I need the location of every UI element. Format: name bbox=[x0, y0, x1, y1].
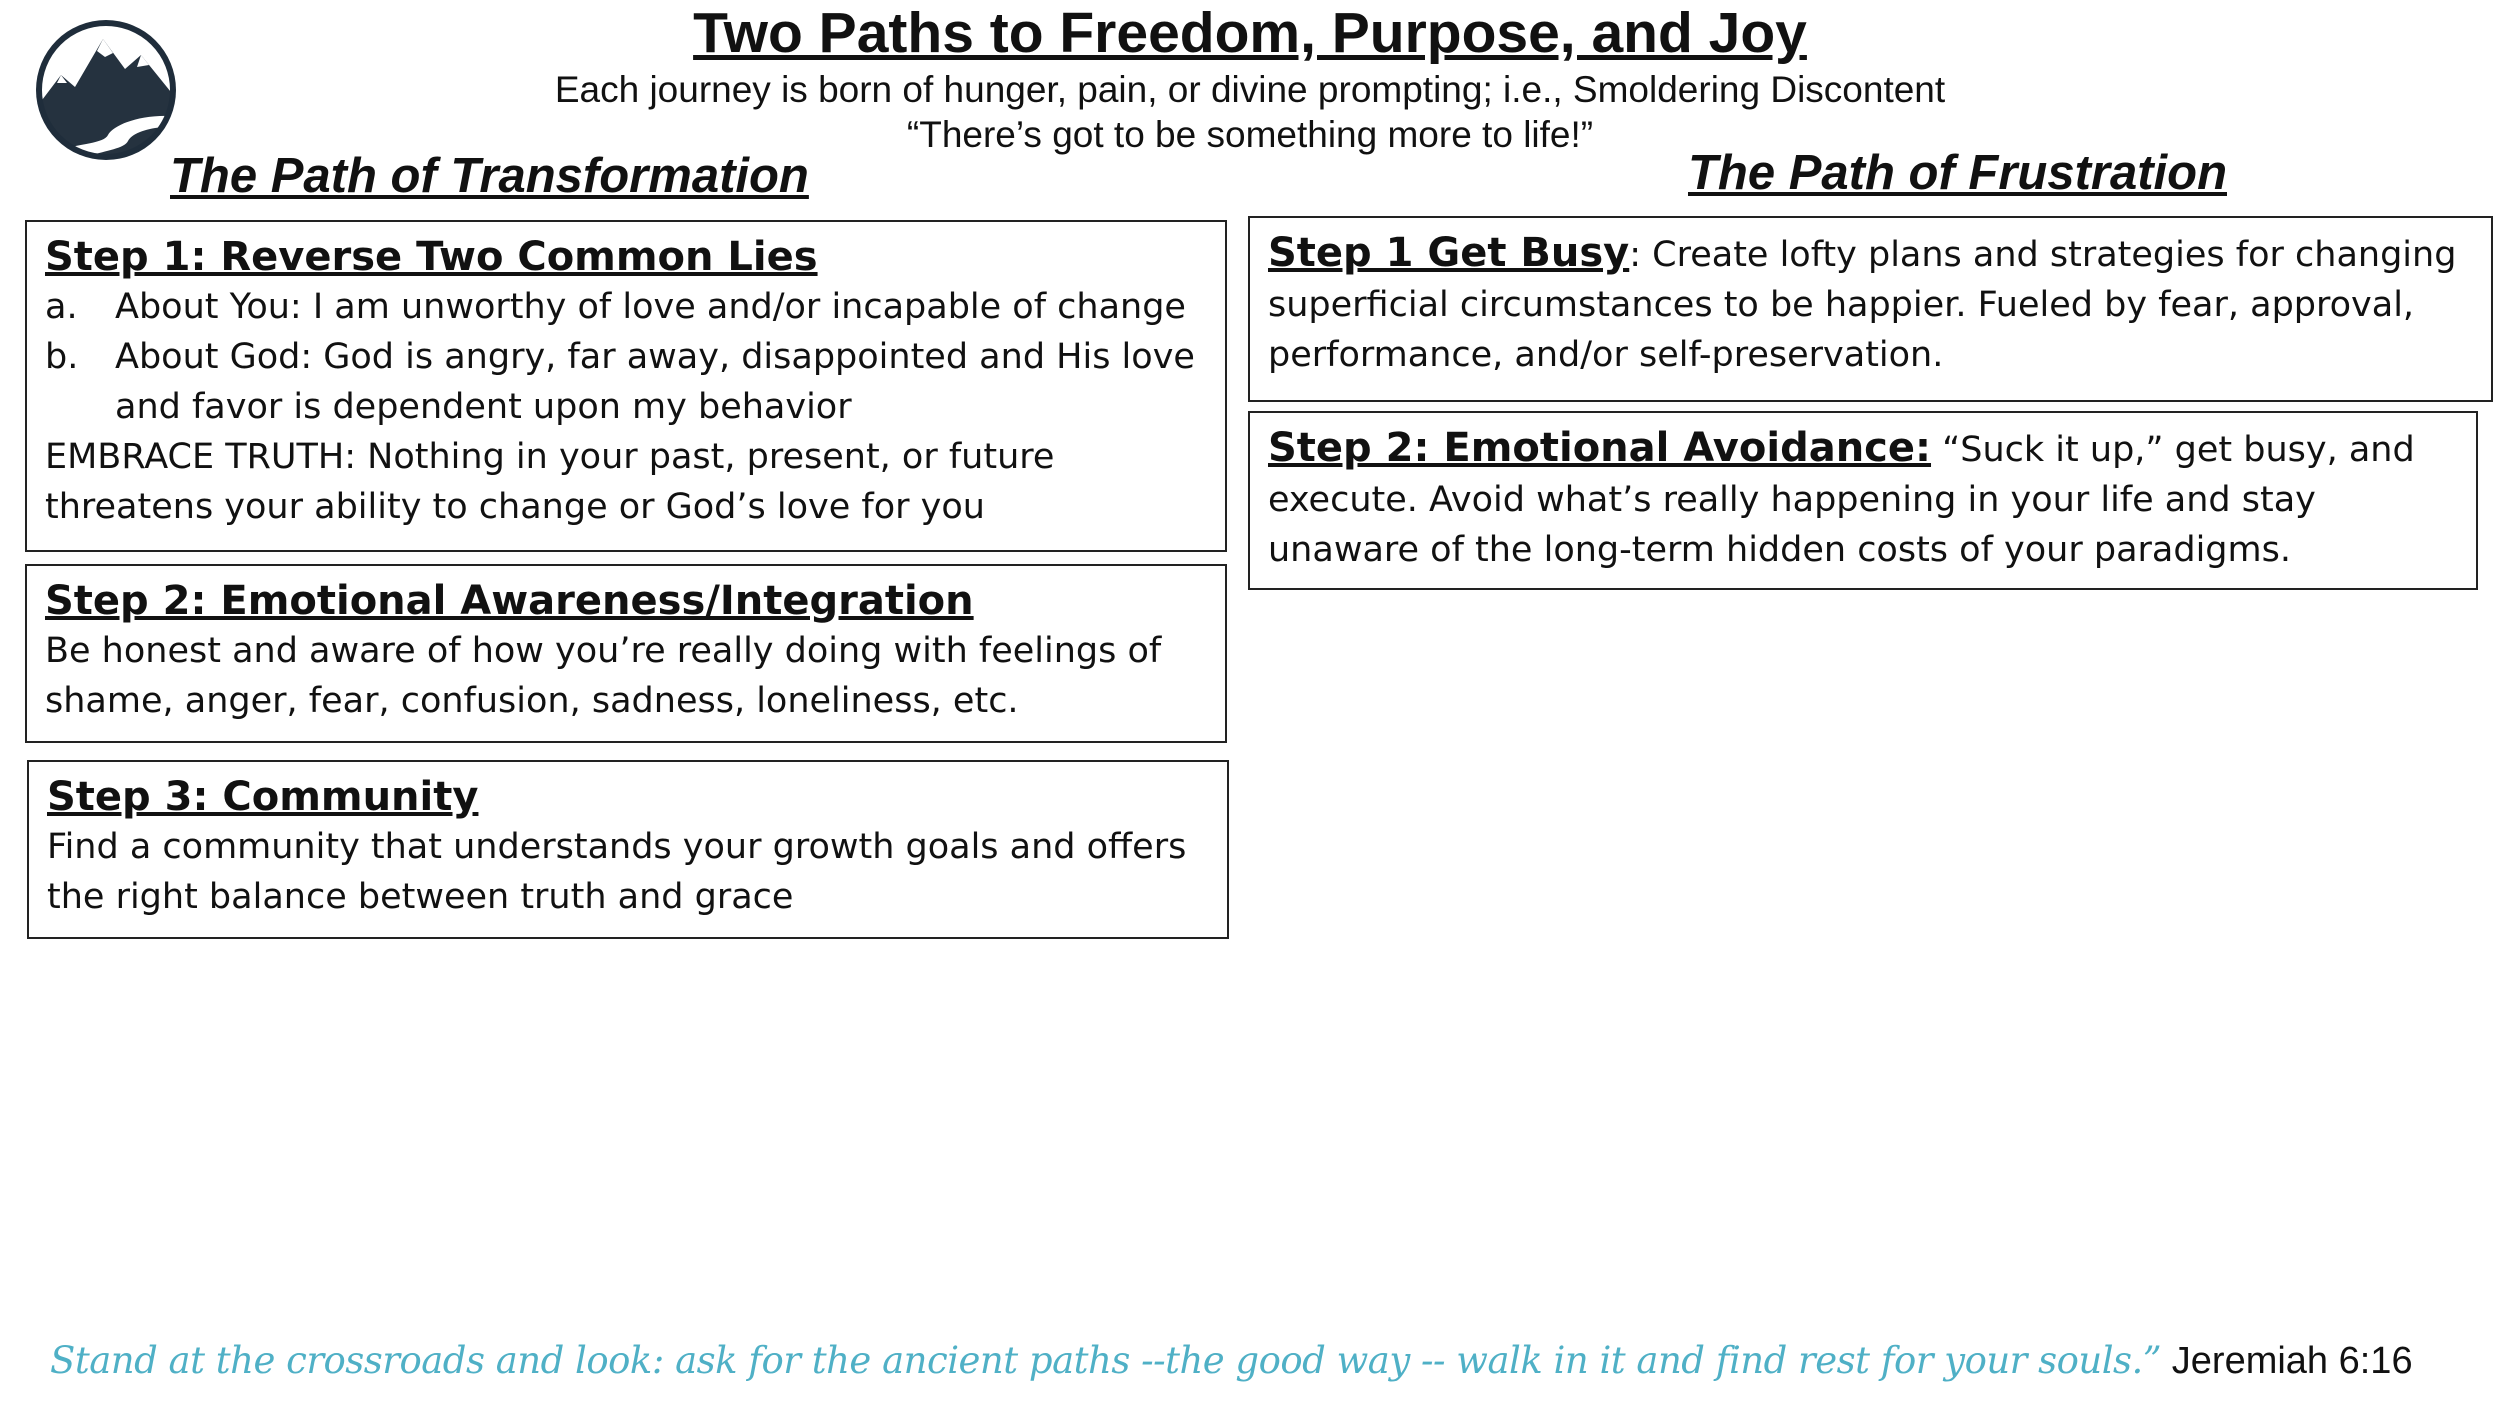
body-line: performance, and/or self-preservation. bbox=[1268, 335, 1944, 375]
body-line: the right balance between truth and grace bbox=[47, 877, 794, 917]
body-line: superficial circumstances to be happier. Fueled by fear, approval, bbox=[1268, 285, 2415, 325]
body-line: shame, anger, fear, confusion, sadness, loneliness, etc. bbox=[45, 681, 1019, 721]
mountain-river-logo-icon bbox=[33, 17, 179, 163]
list-item bbox=[45, 332, 1207, 432]
step-first-line-text: : Create lofty plans and strategies for changing bbox=[1629, 235, 2457, 275]
list-text bbox=[115, 282, 1207, 332]
scripture-footer bbox=[50, 1333, 2413, 1396]
scripture-quote: Stand at the crossroads and look: ask for the ancient paths --the good way -- walk in it and find rest for your souls.” bbox=[50, 1339, 2162, 1382]
step-first-line bbox=[1268, 423, 2458, 475]
step-heading: Step 3: Community bbox=[47, 774, 479, 820]
step-heading: Step 2: Emotional Awareness/Integration bbox=[45, 578, 974, 624]
body-line: unaware of the long-term hidden costs of your paradigms. bbox=[1268, 530, 2291, 570]
body-line: Find a community that understands your growth goals and offers bbox=[47, 827, 1187, 867]
frustration-step-2-box bbox=[1248, 411, 2478, 590]
list-marker: a. bbox=[45, 287, 78, 327]
list-text bbox=[115, 332, 1207, 432]
step-heading: Step 1: Reverse Two Common Lies bbox=[45, 234, 818, 280]
step-heading: Step 2: Emotional Avoidance: bbox=[1268, 425, 1932, 471]
step-first-line bbox=[1268, 228, 2473, 280]
transformation-step-1-box bbox=[25, 220, 1227, 552]
list-text-line: About God: God is angry, far away, disappointed and His love bbox=[115, 337, 1195, 377]
transformation-step-3-box bbox=[27, 760, 1229, 939]
list-text-line: About You: I am unworthy of love and/or incapable of change bbox=[115, 287, 1186, 327]
list-item bbox=[45, 282, 1207, 332]
path-transformation-heading: The Path of Transformation bbox=[170, 149, 809, 203]
body-line: Be honest and aware of how you’re really doing with feelings of bbox=[45, 631, 1162, 671]
path-frustration-heading: The Path of Frustration bbox=[1688, 146, 2227, 200]
subtitle-line-2: “There’s got to be something more to life!” bbox=[906, 114, 1594, 155]
body-line: execute. Avoid what’s really happening in your life and stay bbox=[1268, 480, 2316, 520]
step-heading: Step 1 Get Busy bbox=[1268, 230, 1630, 276]
body-line: EMBRACE TRUTH: Nothing in your past, present, or future bbox=[45, 437, 1055, 477]
scripture-reference: Jeremiah 6:16 bbox=[2161, 1340, 2413, 1382]
subtitle-line-1: Each journey is born of hunger, pain, or divine prompting; i.e., Smoldering Discontent bbox=[554, 69, 1946, 110]
list-text-line: and favor is dependent upon my behavior bbox=[115, 387, 852, 427]
body-line: threatens your ability to change or God’s love for you bbox=[45, 487, 985, 527]
list-marker: b. bbox=[45, 337, 79, 377]
frustration-step-1-box bbox=[1248, 216, 2493, 402]
transformation-step-2-box bbox=[25, 564, 1227, 743]
page-title: Two Paths to Freedom, Purpose, and Joy bbox=[693, 1, 1807, 65]
step-first-line-text: “Suck it up,” get busy, and bbox=[1931, 430, 2415, 470]
